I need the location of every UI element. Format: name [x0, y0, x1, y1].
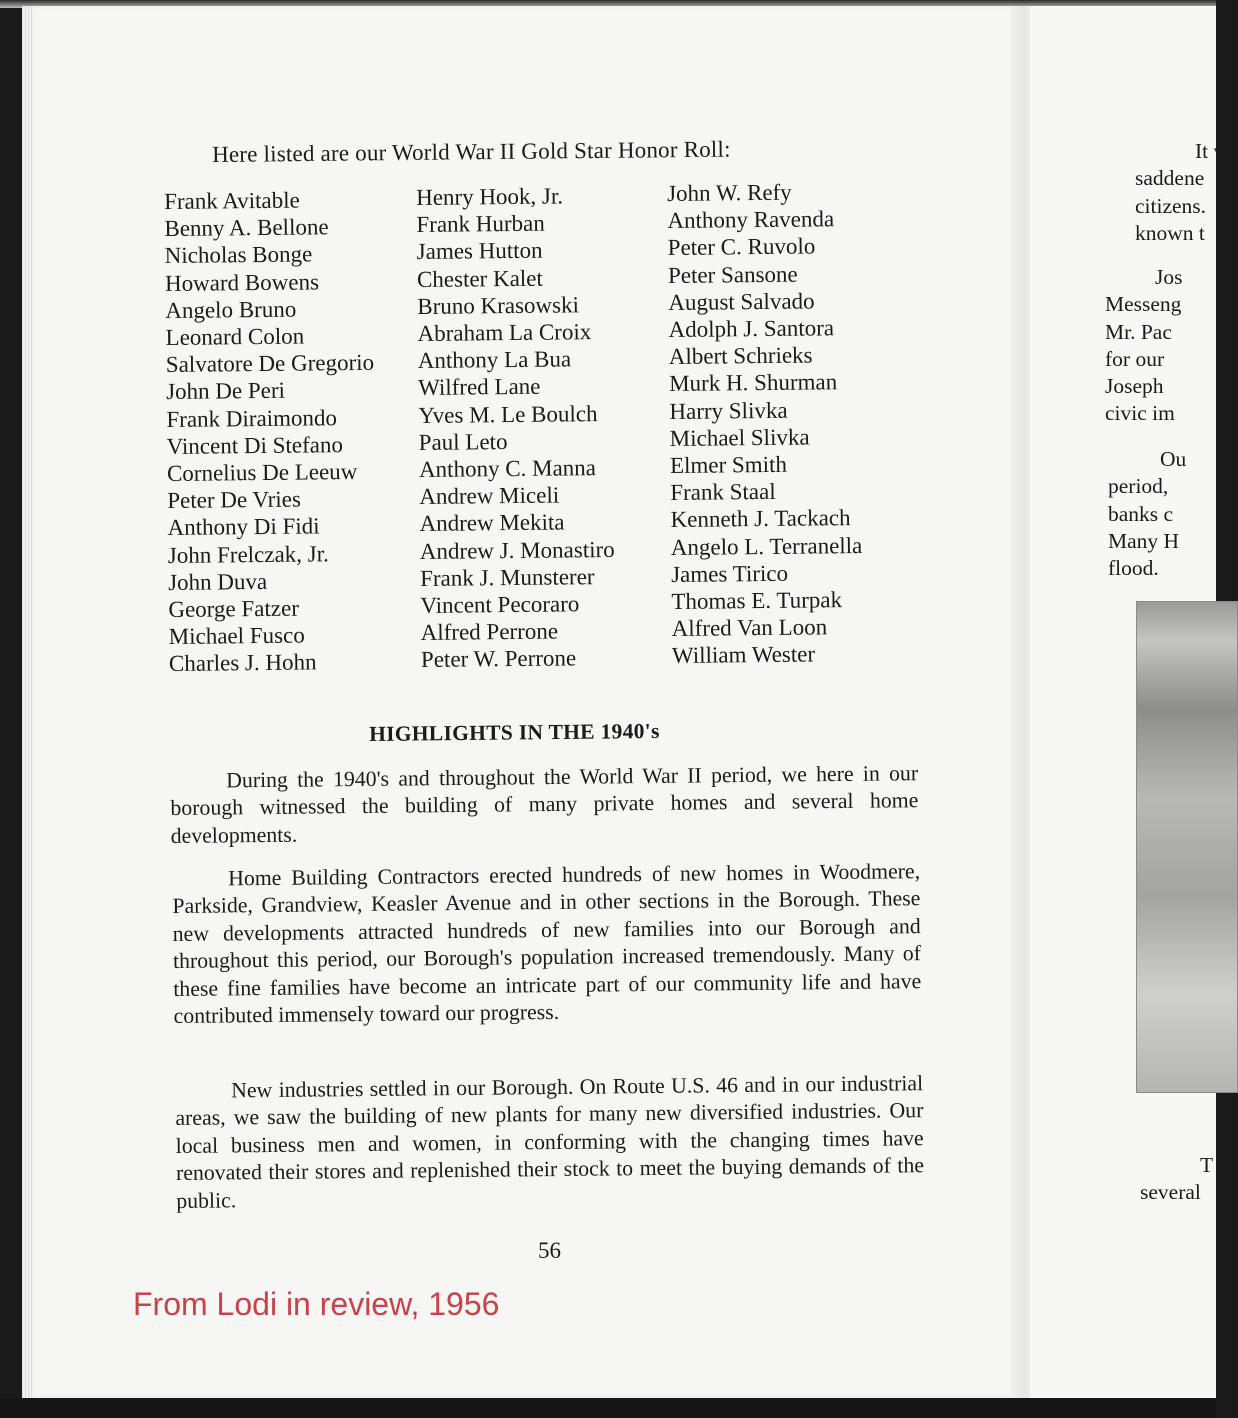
honor-roll-name: Nicholas Bonge — [164, 241, 313, 269]
honor-roll-name: Frank Diraimondo — [166, 404, 338, 432]
honor-roll-name: Abraham La Croix — [417, 319, 592, 347]
honor-roll-name: Michael Slivka — [669, 424, 810, 451]
right-page-line: saddene — [1135, 166, 1205, 191]
honor-roll-name: Angelo L. Terranella — [670, 532, 863, 560]
paragraph-3: New industries settled in our Borough. On Route U.S. 46 and in our industrial areas, we saw the building of new plants for many new diversified industries. Our local business men and women, in conforming with the changing times have renovated their stores and replenished their stock to meet the buying demands of the public. — [175, 1071, 925, 1213]
honor-roll-name: Andrew Mekita — [419, 509, 565, 537]
honor-roll-name: Frank J. Munsterer — [419, 563, 595, 591]
right-page-text-block-3 — [1108, 446, 1186, 582]
right-page-line: Ou — [1160, 447, 1187, 471]
honor-roll-name: Peter De Vries — [167, 486, 302, 514]
right-page-line: Many H — [1108, 528, 1180, 553]
right-page-line: Jos — [1155, 265, 1183, 289]
honor-roll-name: Charles J. Hohn — [168, 649, 317, 677]
honor-roll-name: Angelo Bruno — [165, 296, 297, 323]
honor-roll-name: Anthony Di Fidi — [167, 513, 320, 541]
honor-roll-name: Harry Slivka — [669, 397, 788, 424]
right-page — [1030, 6, 1230, 1398]
honor-roll-name: Frank Hurban — [416, 210, 545, 238]
honor-roll-name: Peter Sansone — [667, 261, 798, 288]
honor-roll-name: Peter C. Ruvolo — [667, 233, 816, 261]
honor-roll-name: John De Peri — [166, 378, 286, 405]
right-page-line: for our — [1105, 346, 1165, 371]
source-caption: From Lodi in review, 1956 — [133, 1286, 500, 1322]
right-page-line: It w — [1195, 139, 1230, 163]
honor-roll-name: Vincent Di Stefano — [166, 431, 344, 459]
honor-roll-name: Anthony Ravenda — [667, 206, 835, 234]
honor-roll-name: Frank Avitable — [164, 187, 300, 214]
paragraph-2: Home Building Contractors erected hundreds of new homes in Woodmere, Parkside, Grandview, Keasler Avenue and in other sections in the Borough. These new developments attracted hundreds of new families into our Borough and throughout this period, our Borough's population increased tremendously. Many of these fine families have become an intricate part of our community life and have contributed immensely toward our progress. — [172, 859, 922, 1029]
right-page-line: civic im — [1105, 401, 1175, 426]
honor-roll-name: Henry Hook, Jr. — [416, 183, 564, 210]
book-bottom-edge — [0, 1398, 1216, 1418]
honor-roll-name: Frank Staal — [670, 479, 776, 506]
honor-roll-name: Leonard Colon — [165, 323, 305, 351]
right-page-line: period, — [1108, 474, 1169, 499]
honor-roll-name: Elmer Smith — [669, 451, 788, 479]
honor-roll-name: James Hutton — [416, 238, 543, 265]
honor-roll-name: Andrew Miceli — [419, 482, 560, 510]
honor-roll-name: August Salvado — [668, 288, 815, 315]
honor-roll-name: Anthony C. Manna — [418, 455, 597, 483]
honor-roll-name: John Duva — [167, 568, 268, 595]
honor-roll-name: Michael Fusco — [168, 622, 305, 650]
honor-roll-name: Alfred Van Loon — [671, 614, 828, 642]
honor-roll-name: Benny A. Bellone — [164, 214, 329, 242]
honor-roll-name: Bruno Krasowski — [417, 292, 580, 319]
honor-roll-name: Alfred Perrone — [420, 618, 559, 646]
honor-roll-name: George Fatzer — [168, 595, 300, 623]
honor-roll-column-1 — [164, 185, 419, 677]
honor-roll-name: Salvatore De Gregorio — [165, 350, 375, 378]
right-page-text-block-2 — [1105, 264, 1182, 428]
right-page-line: Messeng — [1105, 292, 1182, 317]
honor-roll-name: Peter W. Perrone — [420, 645, 577, 673]
honor-roll-name: Paul Leto — [418, 428, 508, 455]
honor-roll-name: Anthony La Bua — [417, 346, 572, 374]
right-page-line: several — [1140, 1180, 1201, 1205]
right-page-line: T — [1200, 1153, 1214, 1177]
honor-roll-name: Adolph J. Santora — [668, 315, 835, 343]
paragraph-1: During the 1940's and throughout the World War II period, we here in our borough witnessed the building of many private homes and several home developments. — [170, 761, 919, 848]
honor-roll-name: Murk H. Shurman — [669, 369, 838, 397]
honor-roll-name: James Tirico — [670, 560, 789, 587]
honor-roll-name: John W. Refy — [667, 179, 792, 206]
right-page-line: Joseph — [1105, 374, 1164, 399]
right-page-line: Mr. Pac — [1105, 319, 1172, 344]
right-page-text-block-4 — [1140, 1152, 1214, 1207]
honor-roll-name: Howard Bowens — [164, 268, 320, 296]
honor-roll-name: Cornelius De Leeuw — [166, 459, 358, 487]
honor-roll-name: Yves M. Le Boulch — [418, 400, 598, 428]
section-heading: HIGHLIGHTS IN THE 1940's — [369, 718, 660, 746]
honor-roll-name: William Wester — [671, 641, 816, 669]
right-page-line: known t — [1135, 220, 1205, 245]
honor-roll-name: Albert Schrieks — [668, 342, 813, 370]
honor-roll-name: Thomas E. Turpak — [671, 587, 843, 615]
honor-roll-name: Kenneth J. Tackach — [670, 505, 851, 533]
honor-roll-column-3 — [667, 177, 922, 669]
right-page-line: flood. — [1108, 556, 1159, 581]
flood-photo — [1136, 601, 1238, 1093]
right-page-text-block-1 — [1135, 138, 1229, 247]
honor-roll-intro: Here listed are our World War II Gold Star Honor Roll: — [212, 136, 731, 167]
right-page-line: banks c — [1108, 501, 1174, 526]
honor-roll-name: Chester Kalet — [416, 265, 543, 292]
page-stack-edge — [22, 6, 32, 1398]
page-number: 56 — [538, 1238, 561, 1263]
honor-roll-name: Vincent Pecoraro — [420, 591, 580, 619]
honor-roll-name: Andrew J. Monastiro — [419, 536, 615, 564]
honor-roll-name: John Frelczak, Jr. — [167, 540, 329, 568]
honor-roll-column-2 — [416, 181, 671, 673]
honor-roll-name: Wilfred Lane — [418, 374, 541, 401]
right-page-line: citizens. — [1135, 193, 1207, 218]
